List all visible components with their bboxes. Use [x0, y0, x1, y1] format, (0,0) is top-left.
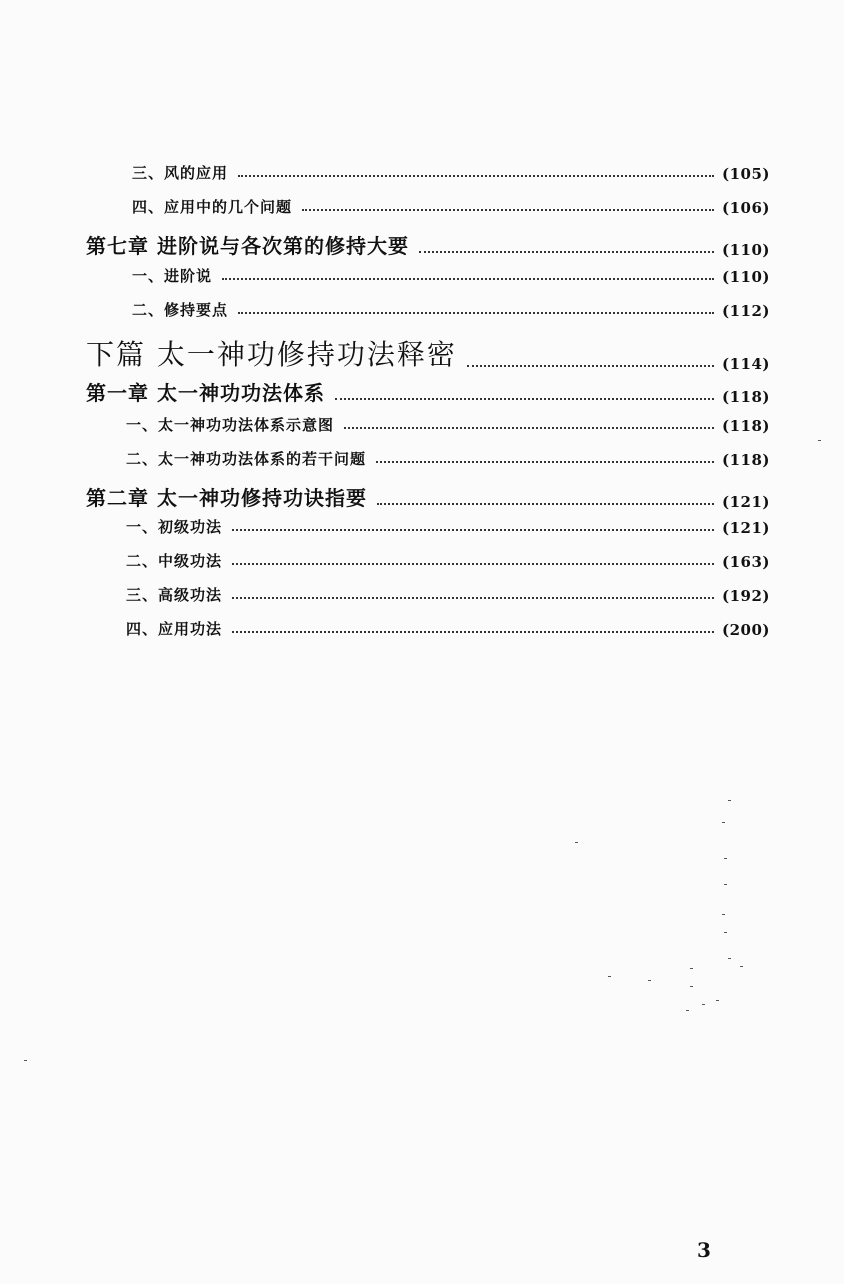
dot-leader: [335, 398, 714, 400]
page-number: 3: [697, 1238, 711, 1262]
dot-leader: [419, 251, 714, 253]
toc-chapter-entry: [86, 230, 770, 259]
toc-entry: [126, 448, 770, 469]
toc-entry-page: (118): [721, 451, 770, 469]
toc-chapter-entry: [86, 482, 770, 511]
toc-entry-page: (192): [721, 587, 770, 605]
toc-entry-title: 四、应用功法: [126, 620, 223, 638]
toc-entry-title: 三、风的应用: [132, 164, 229, 182]
toc-entry-page: (114): [721, 355, 770, 373]
dot-leader: [232, 563, 714, 565]
toc-entry-title: 第二章 太一神功修持功诀指要: [86, 486, 367, 510]
toc-chapter-entry: [86, 377, 770, 406]
toc-entry-page: (110): [721, 268, 770, 286]
toc-entry-title: 第七章 进阶说与各次第的修持大要: [86, 234, 409, 258]
toc-entry-title: 三、高级功法: [126, 586, 223, 604]
toc-entry-page: (105): [721, 165, 770, 183]
dot-leader: [232, 529, 714, 531]
toc-entry-title: 第一章 太一神功功法体系: [86, 381, 325, 405]
toc-entry: [132, 299, 770, 320]
toc-entry-page: (118): [721, 417, 770, 435]
dot-leader: [376, 461, 714, 463]
toc-entry-title: 四、应用中的几个问题: [132, 198, 293, 216]
toc-entry-title: 一、太一神功功法体系示意图: [126, 416, 335, 434]
toc-entry: [126, 414, 770, 435]
toc-entry-title: 一、进阶说: [132, 267, 213, 285]
toc-entry-title: 一、初级功法: [126, 518, 223, 536]
toc-entry: [126, 550, 770, 571]
dot-leader: [377, 503, 714, 505]
toc-entry-page: (112): [721, 302, 770, 320]
toc-entry-page: (106): [721, 199, 770, 217]
dot-leader: [238, 175, 714, 177]
toc-entry-page: (110): [721, 241, 770, 259]
toc-entry-page: (163): [721, 553, 770, 571]
toc-entry-page: (118): [721, 388, 770, 406]
toc-entry: [132, 196, 770, 217]
toc-entry-page: (121): [721, 519, 770, 537]
dot-leader: [302, 209, 714, 211]
dot-leader: [344, 427, 714, 429]
dot-leader: [222, 278, 714, 280]
toc-entry: [132, 265, 770, 286]
toc-entry: [126, 516, 770, 537]
dot-leader: [232, 631, 714, 633]
dot-leader: [232, 597, 714, 599]
toc-entry-title: 二、修持要点: [132, 301, 229, 319]
dot-leader: [238, 312, 714, 314]
dot-leader: [467, 365, 714, 367]
toc-entry: [126, 584, 770, 605]
toc-entry-page: (200): [721, 621, 770, 639]
toc-entry-title: 二、中级功法: [126, 552, 223, 570]
toc-entry: [132, 162, 770, 183]
toc-entry-page: (121): [721, 493, 770, 511]
toc-entry-title: 下篇 太一神功修持功法释密: [86, 338, 457, 371]
toc-part-entry: [86, 333, 770, 373]
toc-entry-title: 二、太一神功功法体系的若干问题: [126, 450, 367, 468]
toc-entry: [126, 618, 770, 639]
